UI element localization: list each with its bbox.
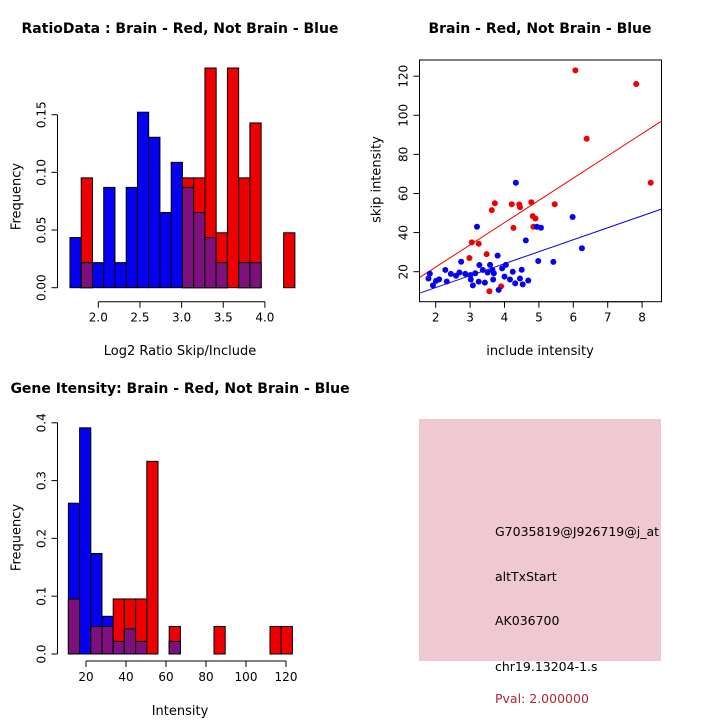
data-point-red	[532, 216, 538, 222]
data-point-blue	[517, 276, 523, 282]
y-tick-label: 0.4	[34, 413, 49, 433]
hist-bar-blue	[149, 137, 160, 287]
y-tick-label: 0.10	[34, 159, 49, 186]
x-tick-label: 40	[118, 670, 134, 684]
data-point-red	[510, 225, 516, 231]
x-tick-label: 2.5	[130, 310, 150, 325]
x-tick-label: 3.5	[213, 310, 233, 325]
x-tick-label: 4	[500, 310, 509, 325]
data-point-red	[528, 199, 534, 205]
y-tick-label: 40	[396, 224, 411, 241]
data-point-red	[517, 204, 523, 210]
probe-id-text: G7035819@J926719@j_at	[495, 524, 660, 539]
x-tick-label: 120	[274, 670, 298, 684]
hist-bar-overlap	[81, 263, 92, 288]
hist-bar-overlap	[102, 626, 113, 654]
x-tick-label: 3	[466, 310, 474, 325]
data-point-blue	[468, 277, 474, 283]
data-point-blue	[538, 225, 544, 231]
hist-bar-red	[281, 626, 292, 654]
x-tick-label: 5	[535, 310, 543, 325]
hist-bar-overlap	[205, 238, 216, 288]
hist-bar-red	[214, 626, 225, 654]
data-point-blue	[496, 287, 502, 293]
y-tick-label: 0.2	[34, 528, 49, 548]
hist-bar-overlap	[68, 599, 79, 654]
data-point-red	[509, 201, 515, 207]
data-point-blue	[444, 278, 450, 284]
hist-bar-blue	[126, 187, 137, 287]
data-point-blue	[519, 267, 525, 273]
not-brain-fit-line	[420, 209, 662, 293]
x-tick-label: 8	[638, 310, 646, 325]
y-tick-label: 0.3	[34, 471, 49, 491]
hist-bar-overlap	[124, 629, 135, 654]
y-tick-label: 0.1	[34, 586, 49, 606]
brain-fit-line	[420, 121, 662, 277]
hist-bar-red	[270, 626, 281, 654]
ratio-histogram-title: RatioData : Brain - Red, Not Brain - Blue	[21, 21, 339, 37]
intensity-scatter-title: Brain - Red, Not Brain - Blue	[428, 21, 652, 37]
data-point-blue	[570, 214, 576, 220]
x-tick-label: 2.0	[88, 310, 108, 325]
hist-bar-red	[147, 461, 158, 654]
y-tick-label: 0.15	[34, 101, 49, 129]
y-tick-label: 0.00	[34, 274, 49, 302]
panel-ratio-histogram	[0, 0, 360, 360]
y-tick-label: 0.05	[34, 216, 49, 244]
data-point-blue	[490, 277, 496, 283]
data-point-blue	[510, 269, 516, 275]
data-point-blue	[474, 224, 480, 230]
data-point-blue	[513, 180, 519, 186]
data-point-blue	[491, 270, 497, 276]
ratio-histogram-xlabel: Log2 Ratio Skip/Include	[103, 344, 257, 359]
data-point-blue	[512, 280, 518, 286]
hist-bar-overlap	[239, 263, 250, 288]
y-tick-label: 0.0	[34, 644, 49, 664]
data-point-blue	[535, 258, 541, 264]
hist-bar-blue	[92, 263, 103, 288]
gene-info-box	[419, 419, 661, 706]
hist-bar-overlap	[194, 212, 205, 287]
hist-bar-blue	[80, 428, 91, 654]
data-point-blue	[476, 262, 482, 268]
x-tick-label: 2	[431, 310, 440, 325]
x-tick-label: 100	[234, 670, 258, 684]
event-type-text: altTxStart	[495, 569, 557, 584]
gene-intensity-histogram-ylabel: Frequency	[9, 503, 25, 572]
hist-bar-red	[227, 68, 238, 288]
panel-intensity-scatter	[360, 0, 720, 360]
gene-intensity-histogram-chart	[0, 360, 360, 720]
intensity-scatter-ylabel: skip intensity	[369, 136, 385, 223]
hist-bar-red	[284, 233, 295, 288]
hist-bar-blue	[115, 263, 126, 288]
data-point-red	[489, 207, 495, 213]
ratio-histogram-ylabel: Frequency	[9, 162, 25, 231]
hist-bar-overlap	[136, 641, 147, 654]
data-point-blue	[495, 253, 501, 259]
data-point-blue	[436, 276, 442, 282]
data-point-blue	[520, 281, 526, 287]
data-point-red	[572, 67, 578, 73]
data-point-blue	[470, 282, 476, 288]
plot-box	[420, 60, 662, 302]
data-point-red	[633, 81, 639, 87]
data-point-blue	[482, 280, 488, 286]
hist-bar-overlap	[250, 263, 261, 288]
data-point-red	[486, 288, 492, 294]
data-point-red	[552, 201, 558, 207]
data-point-blue	[503, 262, 509, 268]
data-point-red	[584, 136, 590, 142]
locus-text: chr19.13204-1.s	[495, 659, 598, 674]
data-point-blue	[523, 237, 529, 243]
ratio-histogram-chart	[0, 0, 360, 360]
gene-intensity-histogram-title: Gene Itensity: Brain - Red, Not Brain - Blue	[10, 381, 350, 397]
hist-bar-blue	[160, 212, 171, 287]
hist-bar-overlap	[91, 626, 102, 654]
x-tick-label: 7	[603, 310, 612, 325]
y-tick-label: 80	[396, 146, 411, 163]
pval-text: Pval: 2.000000	[495, 691, 589, 706]
y-tick-label: 20	[396, 264, 411, 280]
data-point-red	[648, 180, 654, 186]
panel-gene-intensity-histogram	[0, 360, 360, 720]
hist-bar-overlap	[113, 641, 124, 654]
data-point-red	[466, 255, 472, 261]
data-point-blue	[442, 267, 448, 273]
data-point-blue	[579, 245, 585, 251]
panel-gene-info	[360, 360, 720, 720]
data-point-blue	[448, 271, 454, 277]
y-tick-label: 60	[396, 185, 411, 202]
data-point-blue	[502, 274, 508, 280]
hist-bar-overlap	[169, 641, 180, 654]
intensity-scatter-xlabel: include intensity	[486, 344, 594, 359]
gene-intensity-histogram-xlabel: Intensity	[151, 704, 209, 719]
x-tick-label: 4.0	[255, 310, 275, 325]
intensity-scatter-chart	[360, 0, 720, 360]
data-point-blue	[550, 259, 556, 265]
data-point-blue	[458, 259, 464, 265]
hist-bar-overlap	[182, 187, 193, 287]
x-tick-label: 20	[78, 670, 94, 684]
data-point-blue	[525, 277, 531, 283]
hist-bar-blue	[171, 162, 182, 287]
accession-text: AK036700	[495, 613, 560, 628]
data-point-red	[484, 251, 490, 257]
y-tick-label: 100	[396, 103, 411, 127]
hist-bar-blue	[104, 187, 115, 287]
x-tick-label: 6	[569, 310, 578, 325]
y-tick-label: 120	[396, 64, 411, 88]
data-point-red	[469, 239, 475, 245]
hist-bar-blue	[70, 238, 81, 288]
x-tick-label: 60	[158, 670, 174, 684]
data-point-blue	[476, 279, 482, 285]
x-tick-label: 3.0	[172, 310, 192, 325]
x-tick-label: 80	[198, 670, 214, 684]
data-point-red	[476, 241, 482, 247]
hist-bar-blue	[137, 112, 148, 288]
data-point-blue	[472, 270, 478, 276]
hist-bar-overlap	[216, 263, 227, 288]
data-point-blue	[507, 277, 513, 283]
data-point-blue	[456, 269, 462, 275]
data-point-blue	[462, 271, 468, 277]
data-point-red	[492, 200, 498, 206]
data-point-blue	[427, 271, 433, 277]
